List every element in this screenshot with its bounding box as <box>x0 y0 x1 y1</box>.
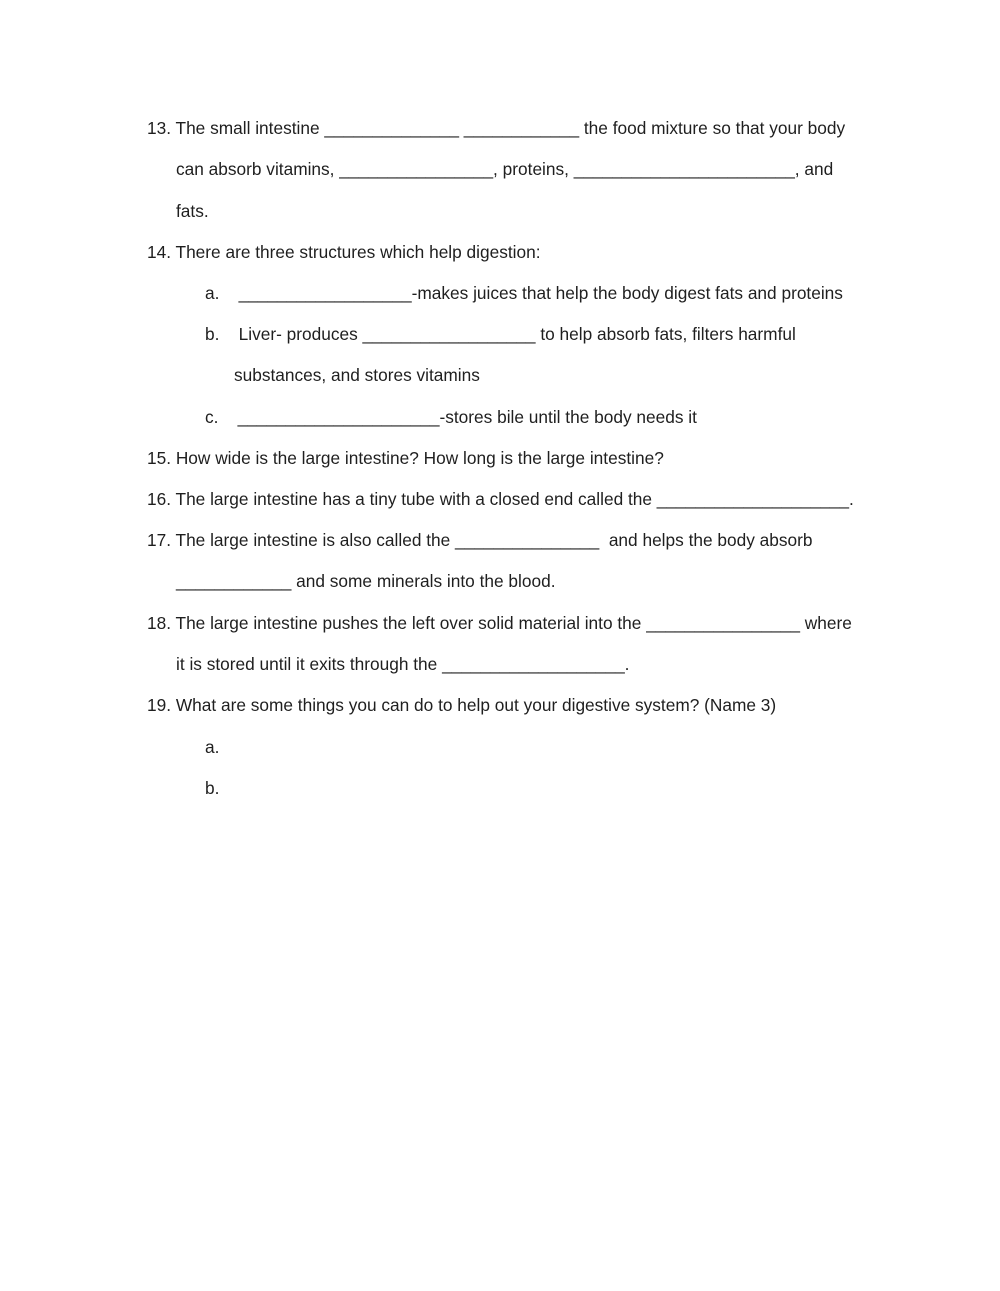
question-17-line-1: 17. The large intestine is also called the _______________ and helps the body absorb <box>147 530 813 550</box>
question-15-line-1: 15. How wide is the large intestine? How long is the large intestine? <box>147 448 664 468</box>
question-18-line-1: 18. The large intestine pushes the left over solid material into the ________________ where <box>147 613 852 633</box>
question-16-line-1: 16. The large intestine has a tiny tube with a closed end called the ____________________. <box>147 489 854 509</box>
question-14-item-b-line-1: b. Liver- produces __________________ to help absorb fats, filters harmful <box>205 324 796 344</box>
question-13-line-1: 13. The small intestine ______________ ____________ the food mixture so that your body <box>147 118 846 138</box>
question-14-item-c: c. _____________________-stores bile until the body needs it <box>205 407 697 427</box>
question-19-item-a: a. <box>205 737 220 757</box>
question-19-item-b: b. <box>205 778 220 798</box>
question-14-item-b-line-2: substances, and stores vitamins <box>234 365 480 385</box>
question-14-line-1: 14. There are three structures which help digestion: <box>147 242 541 262</box>
question-17-line-2: ____________ and some minerals into the blood. <box>176 571 556 591</box>
question-14-item-a: a. __________________-makes juices that help the body digest fats and proteins <box>205 283 843 303</box>
question-13-line-3: fats. <box>176 201 209 221</box>
question-18-line-2: it is stored until it exits through the ___________________. <box>176 654 630 674</box>
question-13-line-2: can absorb vitamins, ________________, proteins, _______________________, and <box>176 159 834 179</box>
question-19-line-1: 19. What are some things you can do to help out your digestive system? (Name 3) <box>147 695 777 715</box>
